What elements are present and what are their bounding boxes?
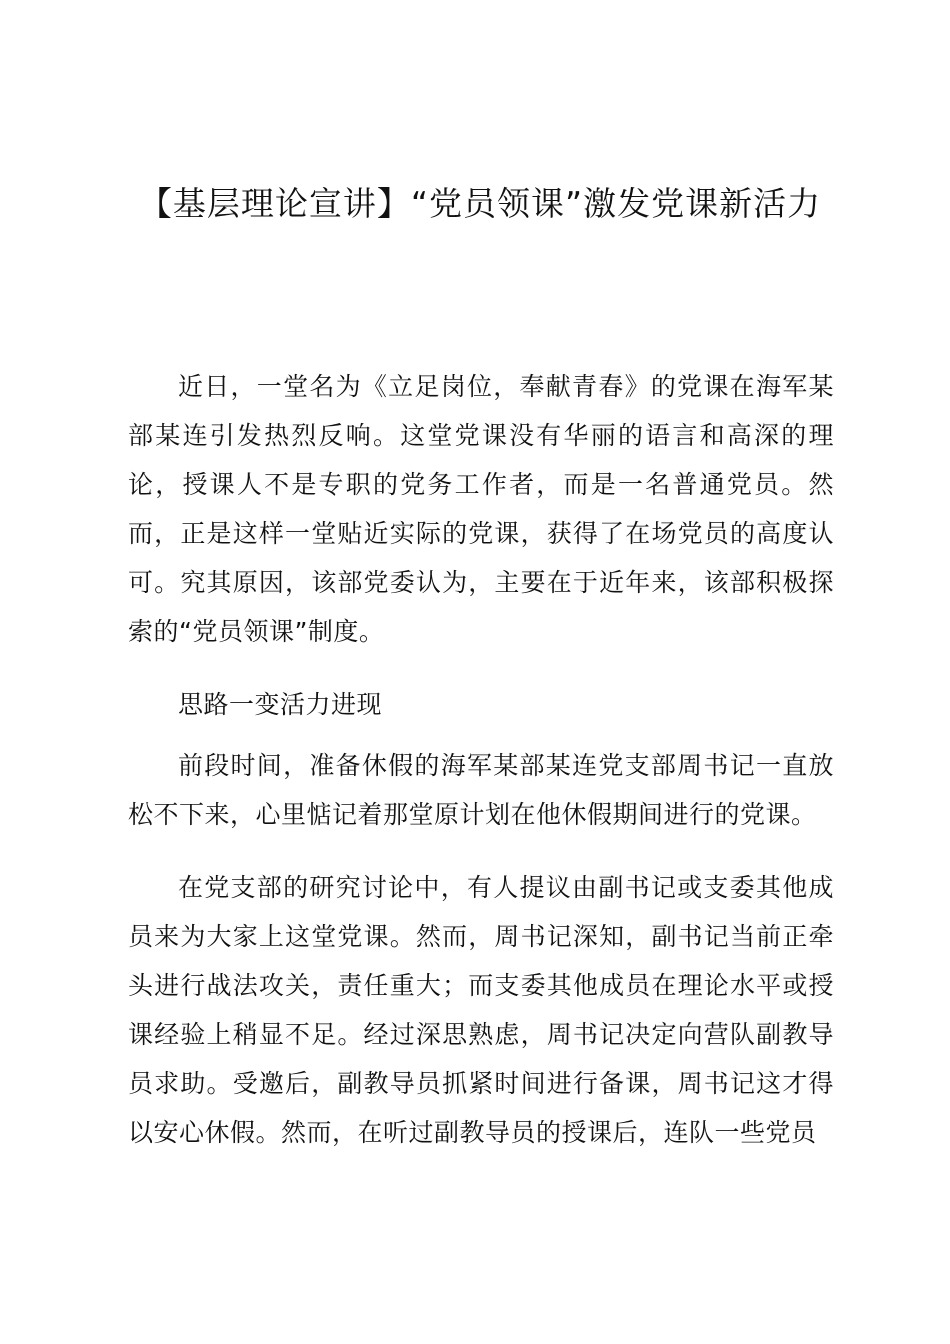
document-body [128, 362, 834, 1181]
document-title: 【基层理论宣讲】“党员领课”激发党课新活力 [138, 184, 822, 223]
paragraph-intro: 近日，一堂名为《立足岗位，奉献青春》的党课在海军某部某连引发热烈反响。这堂党课没有华丽的语言和高深的理论，授课人不是专职的党务工作者，而是一名普通党员。然而，正是这样一堂贴近实际的党课，获得了在场党员的高度认可。究其原因，该部党委认为，主要在于近年来，该部积极探索的“党员领课”制度。 [128, 372, 834, 646]
paragraph-2: 前段时间，准备休假的海军某部某连党支部周书记一直放松不下来，心里惦记着那堂原计划在他休假期间进行的党课。 [128, 751, 834, 829]
paragraph-3: 在党支部的研究讨论中，有人提议由副书记或支委其他成员来为大家上这堂党课。然而，周书记深知，副书记当前正牵头进行战法攻关，责任重大；而支委其他成员在理论水平或授课经验上稍显不足。经过深思熟虑，周书记决定向营队副教导员求助。受邀后，副教导员抓紧时间进行备课，周书记这才得以安心休假。然而，在听过副教导员的授课后，连队一些党员 [128, 873, 834, 1147]
section-heading: 思路一变活力进现 [178, 690, 383, 719]
